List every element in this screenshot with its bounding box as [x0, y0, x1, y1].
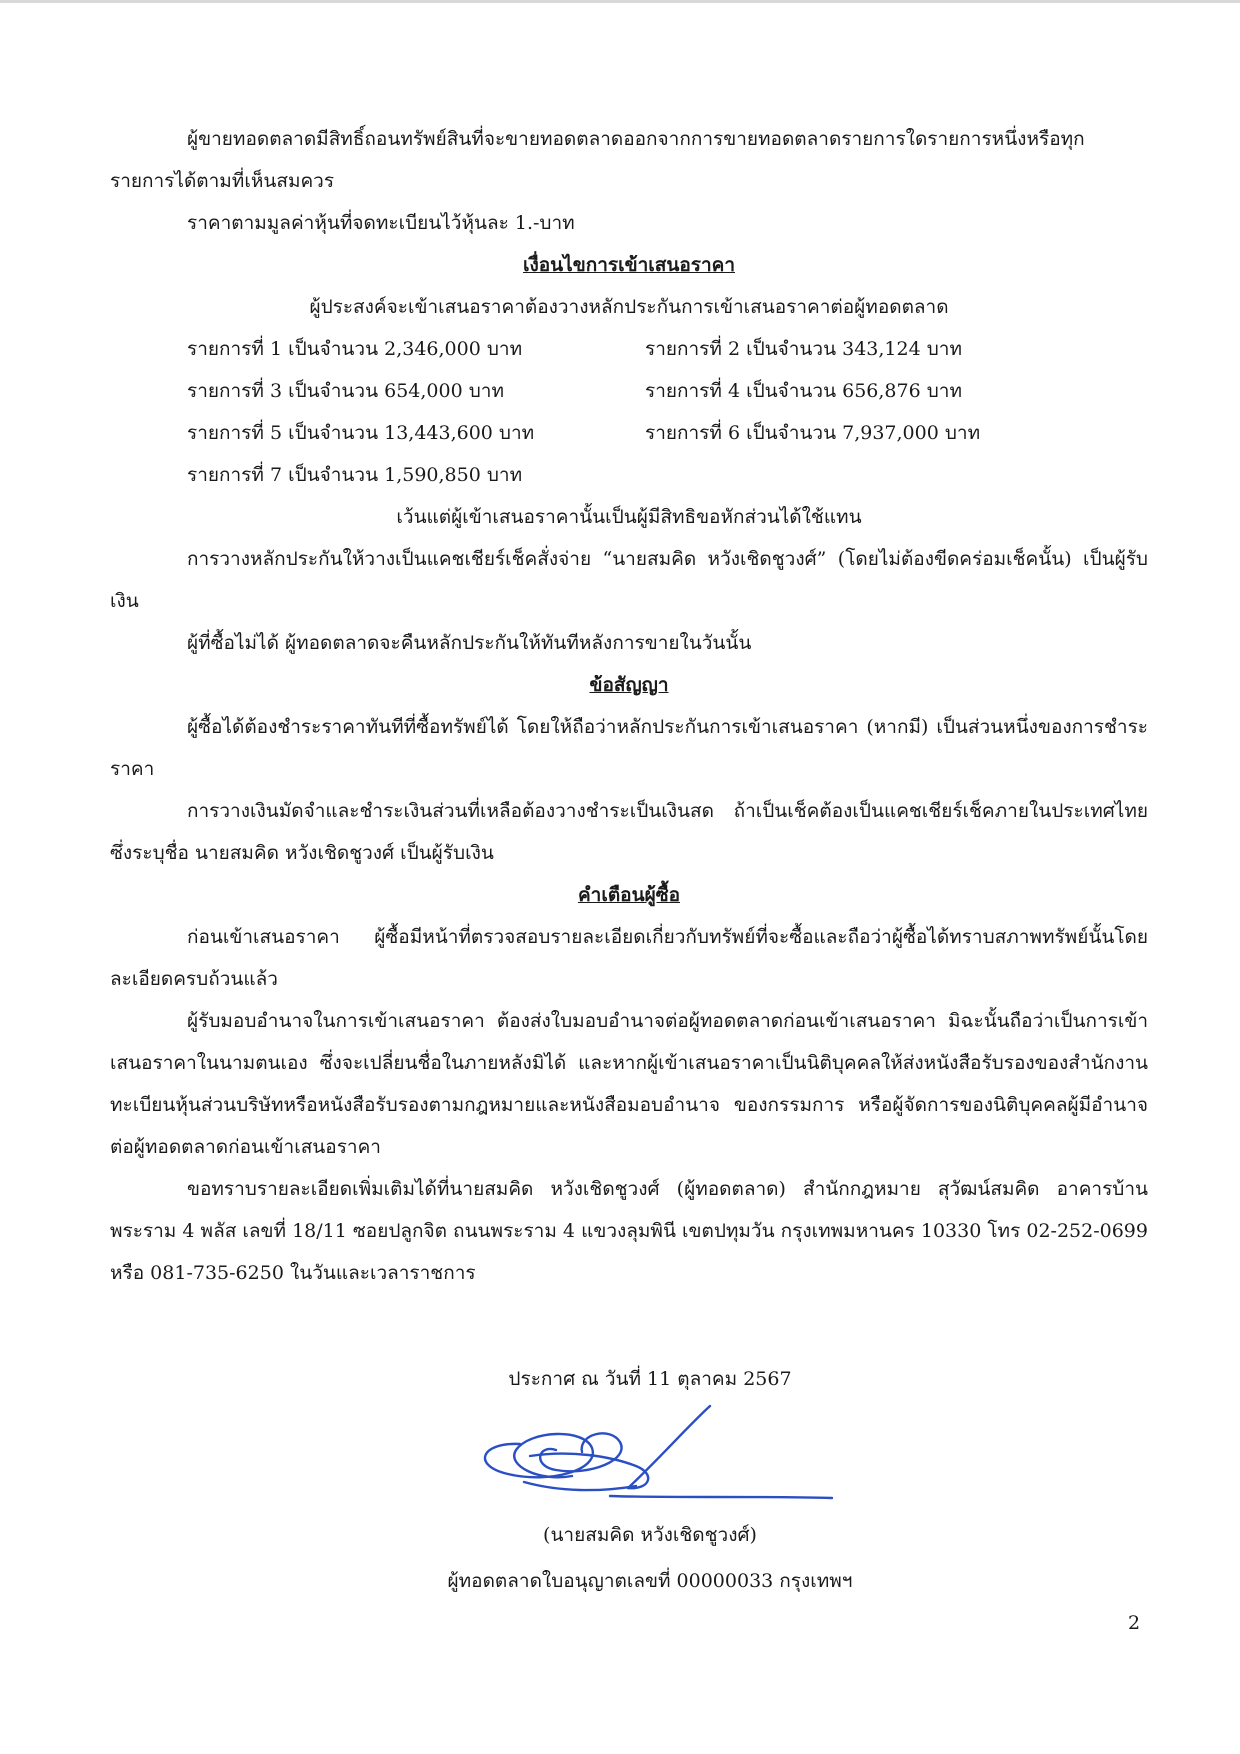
inspection-paragraph: ก่อนเข้าเสนอราคา ผู้ซื้อมีหน้าที่ตรวจสอบรายละเอียดเกี่ยวกับทรัพย์ที่จะซื้อและถือว่าผู้ซื้อได้ทราบสภาพทรัพย์นั้นโดยละเอียดครบถ้วนแล้ว — [110, 926, 1148, 990]
exception-line: เว้นแต่ผู้เข้าเสนอราคานั้นเป็นผู้มีสิทธิขอหักส่วนได้ใช้แทน — [396, 506, 862, 528]
deposit-item: รายการที่ 2 เป็นจำนวน 343,124 บาท — [645, 338, 962, 360]
proxy-paragraph: ผู้รับมอบอำนาจในการเข้าเสนอราคา ต้องส่งใบมอบอำนาจต่อผู้ทอดตลาดก่อนเข้าเสนอราคา มิฉะนั้นถือว่าเป็นการเข้าเสนอราคาในนามตนเอง ซึ่งจะเปลี่ยนชื่อในภายหลังมิได้ และหากผู้เข้าเสนอราคาเป็นนิติบุคคลให้ส่งหนังสือรับรองของสำนักงานทะเบียนหุ้นส่วนบริษัทหรือหนังสือรับรองตามกฎหมายและหนังสือมอบอำนาจ ของกรรมการ หรือผู้จัดการของนิติบุคคลผู้มีอำนาจต่อผู้ทอดตลาดก่อนเข้าเสนอราคา — [110, 1010, 1148, 1158]
document-body — [110, 118, 1148, 1294]
cash-payment-paragraph: การวางเงินมัดจำและชำระเงินส่วนที่เหลือต้องวางชำระเป็นเงินสด ถ้าเป็นเช็คต้องเป็นแคชเชียร์เช็คภายในประเทศไทย ซึ่งระบุชื่อ นายสมคิด หวังเชิดชูวงศ์ เป็นผู้รับเงิน — [110, 800, 1148, 864]
buyer-warning-heading: คำเตือนผู้ซื้อ — [577, 884, 681, 906]
deposit-item: รายการที่ 6 เป็นจำนวน 7,937,000 บาท — [645, 422, 981, 444]
deposit-item: รายการที่ 1 เป็นจำนวน 2,346,000 บาท — [187, 338, 523, 360]
deposit-requirement-line: ผู้ประสงค์จะเข้าเสนอราคาต้องวางหลักประกันการเข้าเสนอราคาต่อผู้ทอดตลาด — [309, 296, 949, 318]
deposit-return-paragraph: ผู้ที่ซื้อไม่ได้ ผู้ทอดตลาดจะคืนหลักประกันให้ทันทีหลังการขายในวันนั้น — [187, 632, 752, 654]
page-number: 2 — [1128, 1612, 1141, 1634]
cashier-check-paragraph: การวางหลักประกันให้วางเป็นแคชเชียร์เช็คสั่งจ่าย “นายสมคิด หวังเชิดชูวงศ์” (โดยไม่ต้องขีดคร่อมเช็คนั้น) เป็นผู้รับเงิน — [110, 548, 1148, 612]
signatory-name: (นายสมคิด หวังเชิดชูวงศ์) — [543, 1524, 757, 1546]
announcement-date: ประกาศ ณ วันที่ 11 ตุลาคม 2567 — [508, 1368, 792, 1390]
payment-paragraph: ผู้ซื้อได้ต้องชำระราคาทันทีที่ซื้อทรัพย์ได้ โดยให้ถือว่าหลักประกันการเข้าเสนอราคา (หากมี) เป็นส่วนหนึ่งของการชำระราคา — [110, 716, 1148, 780]
handwritten-signature — [460, 1404, 840, 1514]
page-top-edge — [0, 0, 1240, 3]
contract-heading: ข้อสัญญา — [589, 674, 669, 696]
auctioneer-license: ผู้ทอดตลาดใบอนุญาตเลขที่ 00000033 กรุงเทพฯ — [447, 1570, 853, 1592]
signature-block — [300, 1358, 1000, 1602]
deposit-item: รายการที่ 3 เป็นจำนวน 654,000 บาท — [187, 380, 504, 402]
contact-paragraph: ขอทราบรายละเอียดเพิ่มเติมได้ที่นายสมคิด หวังเชิดชูวงศ์ (ผู้ทอดตลาด) สำนักกฎหมาย สุวัฒน์สมคิด อาคารบ้านพระราม 4 พลัส เลขที่ 18/11 ซอยปลูกจิต ถนนพระราม 4 แขวงลุมพินี เขตปทุมวัน กรุงเทพมหานคร 10330 โทร 02-252-0699 หรือ 081-735-6250 ในวันและเวลาราชการ — [110, 1178, 1148, 1284]
deposit-items-list — [110, 328, 1148, 496]
deposit-item: รายการที่ 7 เป็นจำนวน 1,590,850 บาท — [187, 464, 523, 486]
share-par-value-paragraph: ราคาตามมูลค่าหุ้นที่จดทะเบียนไว้หุ้นละ 1.-บาท — [187, 212, 575, 234]
deposit-item: รายการที่ 4 เป็นจำนวน 656,876 บาท — [645, 380, 962, 402]
deposit-item: รายการที่ 5 เป็นจำนวน 13,443,600 บาท — [187, 422, 535, 444]
bidding-conditions-heading: เงื่อนไขการเข้าเสนอราคา — [523, 254, 735, 276]
withdraw-right-paragraph: ผู้ขายทอดตลาดมีสิทธิ์ถอนทรัพย์สินที่จะขายทอดตลาดออกจากการขายทอดตลาดรายการใดรายการหนึ่งหรือทุกรายการได้ตามที่เห็นสมควร — [110, 128, 1085, 192]
